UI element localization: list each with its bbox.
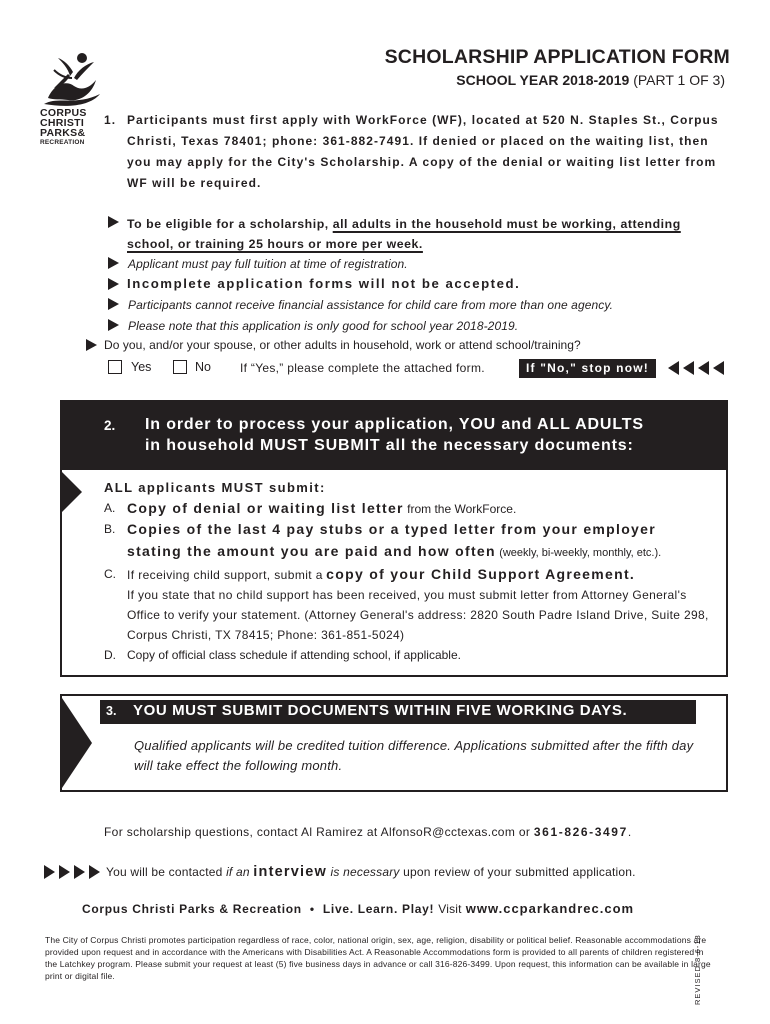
footer-website-link[interactable]: www.ccparkandrec.com [465,901,635,916]
arrow-right-icon [108,298,119,310]
arrow-right-icon [108,278,119,290]
requirement-d [104,645,716,665]
requirement-d-label: D. [104,648,116,662]
requirement-b [104,519,716,564]
contact-period: . [627,825,632,839]
requirement-c-label: C. [104,567,116,581]
if-yes-instruction: If “Yes,” please complete the attached form. [240,361,485,375]
arrow-right-icon [108,216,119,228]
arrows-left-icon [668,361,726,380]
section-2-body [104,478,716,665]
arrows-right-icon [44,865,102,884]
logo-line-1: CORPUS [40,107,87,119]
footer-visit: Visit [438,902,462,916]
form-title: SCHOLARSHIP APPLICATION FORM [384,46,730,68]
section-2-intro: ALL applicants MUST submit: [104,480,326,495]
notice-if-an: if an [226,865,250,879]
eligibility-prefix: To be eligible for a scholarship, [127,217,329,231]
section-2-pointer-icon [60,470,84,519]
requirement-d-text: Copy of official class schedule if attending school, if applicable. [127,648,461,662]
bullet-school-year: Please note that this application is only good for school year 2018-2019. [128,319,519,333]
requirement-c-prefix: If receiving child support, submit a [127,568,323,582]
no-checkbox[interactable] [173,360,187,374]
arrow-right-icon [108,257,119,269]
bullet-one-agency: Participants cannot receive financial assistance for child care from more than one agency. [128,298,614,312]
section-2-title [145,414,644,456]
yes-checkbox[interactable] [108,360,122,374]
no-label: No [195,360,211,374]
section-1-text: Participants must first apply with WorkForce (WF), located at 520 N. Staples St., Corpus Christi, Texas 78401; phone: 361-882-7491. If denied or placed on the waiting list, then you may apply for the City's Scholarship. A copy of the denial or waiting list letter from WF will be required. [127,113,719,190]
interview-notice [106,864,636,880]
requirement-b-label: B. [104,522,116,536]
requirement-a-label: A. [104,501,116,515]
revised-date: REVISED 8-6-18 [693,934,702,1005]
logo-line-4: RECREATION [40,139,85,146]
arrow-right-icon [86,339,97,351]
dancer-logo-icon [40,50,104,108]
section-3-number: 3. [106,704,117,718]
section-2-title-line-1: In order to process your application, YOU and ALL ADULTS [145,416,644,433]
city-logo [40,50,106,148]
requirement-a-detail: from the WorkForce. [407,502,517,516]
requirement-a-title: Copy of denial or waiting list letter [127,500,404,516]
requirement-b-title: Copies of the last 4 pay stubs or a typed letter from your employer stating the amount you are paid and how often [127,521,656,559]
section-1-number: 1. [104,113,117,127]
notice-necessary: is necessary [330,865,400,879]
requirement-c [104,564,716,645]
arrow-right-icon [108,319,119,331]
eligibility-requirement: all adults in the household must be working, attending school, or training 25 hours or more per week. [127,217,681,251]
footer-fine-print: The City of Corpus Christi promotes participation regardless of race, color, national origin, sex, age, religion, disability or political belief. Reasonable accommodations are provided upon request and in accordance with the Americans with Disabilities Act. A Reasonable Accommodations form is provided to all parents of children registered in the Latchkey program. Please submit your request at least (5) five business days in advance or call 316-826-3499. Upon request, this information can be available in large print or digital file. [45,935,711,981]
footer-line [82,901,634,916]
household-question: Do you, and/or your spouse, or other adults in household, work or attend school/training? [104,338,581,352]
requirement-a [104,498,716,519]
footer-bullet: • [309,902,315,916]
contact-phone: 361-826-3497 [533,825,628,839]
notice-interview: interview [253,864,327,880]
section-2-title-line-2: in household MUST SUBMIT all the necessary documents: [145,437,634,454]
form-part: (PART 1 OF 3) [633,72,725,88]
school-year: SCHOOL YEAR 2018-2019 [456,72,630,88]
section-3-body: Qualified applicants will be credited tuition difference. Applications submitted after the fifth day will take effect the following month. [134,738,694,773]
logo-line-3: PARKS& [40,127,86,139]
notice-pre: You will be contacted [106,865,223,879]
section-2-number: 2. [104,418,116,433]
logo-line-2: CHRISTI [40,117,85,129]
section-3-pointer-icon [62,698,94,793]
stop-now-badge: If "No," stop now! [519,359,656,378]
footer-slogan: Live. Learn. Play! [322,902,435,916]
requirement-c-title: copy of your Child Support Agreement. [326,566,636,582]
contact-line [104,825,632,839]
bullet-eligibility [127,214,727,254]
notice-post: upon review of your submitted application. [403,865,636,879]
section-1 [104,110,734,194]
requirement-b-detail: (weekly, bi-weekly, monthly, etc.). [499,547,662,559]
footer-org: Corpus Christi Parks & Recreation [82,902,302,916]
form-subtitle [330,72,725,88]
contact-text: For scholarship questions, contact Al Ramirez at AlfonsoR@cctexas.com or [104,825,531,839]
bullet-full-tuition: Applicant must pay full tuition at time of registration. [128,257,408,271]
bullet-incomplete-forms: Incomplete application forms will not be accepted. [127,276,521,291]
requirement-c-note: If you state that no child support has been received, you must submit letter from Attorney General's Office to verify your statement. (Attorney General's address: 2820 South Padre Island Drive, Suite 298, Corpus Christi, TX 78415; Phone: 361-851-5024) [127,588,709,642]
section-3-title: YOU MUST SUBMIT DOCUMENTS WITHIN FIVE WORKING DAYS. [133,702,628,719]
yes-label: Yes [131,360,152,374]
